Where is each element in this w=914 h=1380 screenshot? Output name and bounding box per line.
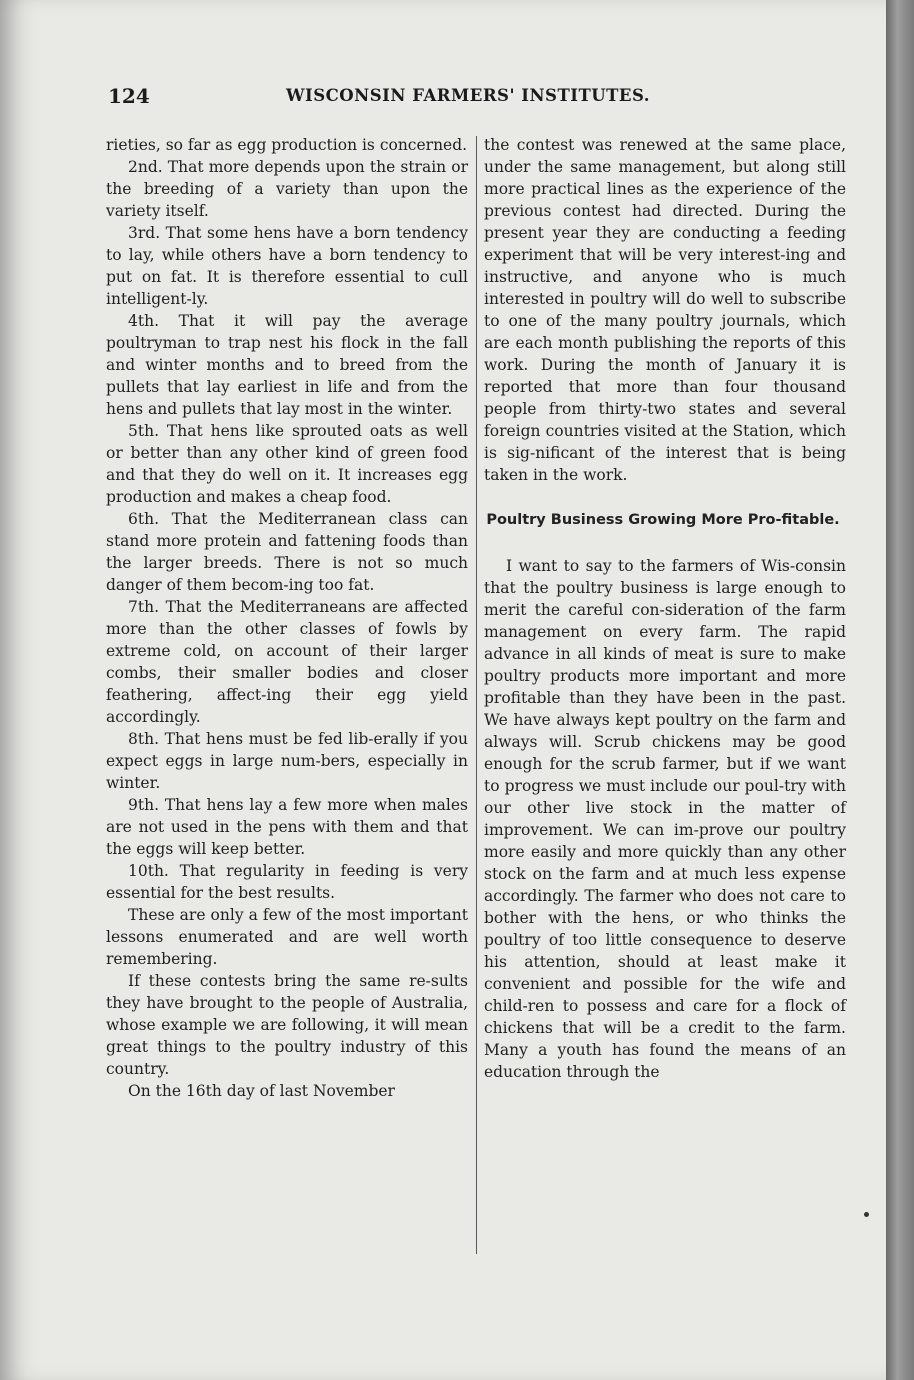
paragraph: On the 16th day of last November <box>128 1082 395 1100</box>
left-column <box>106 134 468 1102</box>
column-divider <box>476 136 477 1254</box>
paragraph: If these contests bring the same re-sults they have brought to the people of Australia, whose example we are following, it will mean great things to the poultry industry of this country. <box>106 972 468 1078</box>
paragraph: 7th. That the Mediterraneans are affected more than the other classes of fowls by extreme cold, on account of their larger combs, their smaller bodies and closer feathering, affect-ing their egg yield accordingly. <box>106 598 468 726</box>
paragraph: 2nd. That more depends upon the strain or the breeding of a variety than upon the variety itself. <box>106 158 468 220</box>
paragraph: These are only a few of the most important lessons enumerated and are well worth remembering. <box>106 906 468 968</box>
paragraph: rieties, so far as egg production is concerned. <box>106 136 468 154</box>
paragraph: 10th. That regularity in feeding is very essential for the best results. <box>106 862 468 902</box>
page-header <box>108 84 848 112</box>
right-column <box>484 134 846 1083</box>
page-edge <box>886 0 914 1380</box>
page-number: 124 <box>108 84 150 108</box>
paragraph: 6th. That the Mediterranean class can stand more protein and fattening foods than the larger breeds. There is not so much danger of them becom-ing too fat. <box>106 510 468 594</box>
paragraph: 4th. That it will pay the average poultryman to trap nest his flock in the fall and winter months and to breed from the pullets that lay earliest in life and from the hens and pullets that lay most in the winter. <box>106 312 468 418</box>
paragraph: I want to say to the farmers of Wis-consin that the poultry business is large enough to merit the careful con-sideration of the farm management on every farm. The rapid advance in all kinds of meat is sure to make poultry products more important and more profitable than they have been in the past. We have always kept poultry on the farm and always will. Scrub chickens may be good enough for the scrub farmer, but if we want to progress we must include our poul-try with our other live stock in the matter of improvement. We can im-prove our poultry more easily and more quickly than any other stock on the farm and at much less expense accordingly. The farmer who does not care to bother with the hens, or who thinks the poultry of too little consequence to deserve his attention, should at least make it convenient and possible for the wife and child-ren to possess and care for a flock of chickens that will be a credit to the farm. Many a youth has found the means of an education through the <box>484 557 846 1081</box>
paragraph: 5th. That hens like sprouted oats as well or better than any other kind of green food and that they do well on it. It increases egg production and makes a cheap food. <box>106 422 468 506</box>
section-heading: Poultry Business Growing More Pro-fitable. <box>486 512 840 528</box>
ink-speck <box>864 1212 869 1217</box>
paragraph: the contest was renewed at the same place, under the same management, but along still more practical lines as the experience of the previous contest had directed. During the present year they are conducting a feeding experiment that will be very interest-ing and instructive, and anyone who is much interested in poultry will do well to subscribe to one of the many poultry journals, which are each month publishing the reports of this work. During the month of January it is reported that more than four thousand people from thirty-two states and several foreign countries visited at the Station, which is sig-nificant of the interest that is being taken in the work. <box>484 136 846 484</box>
paragraph: 8th. That hens must be fed lib-erally if you expect eggs in large num-bers, especially in winter. <box>106 730 468 792</box>
running-head: WISCONSIN FARMERS' INSTITUTES. <box>286 86 651 105</box>
paragraph: 3rd. That some hens have a born tendency to lay, while others have a born tendency to put on fat. It is therefore essential to cull intelligent-ly. <box>106 224 468 308</box>
paragraph: 9th. That hens lay a few more when males are not used in the pens with them and that the eggs will keep better. <box>106 796 468 858</box>
